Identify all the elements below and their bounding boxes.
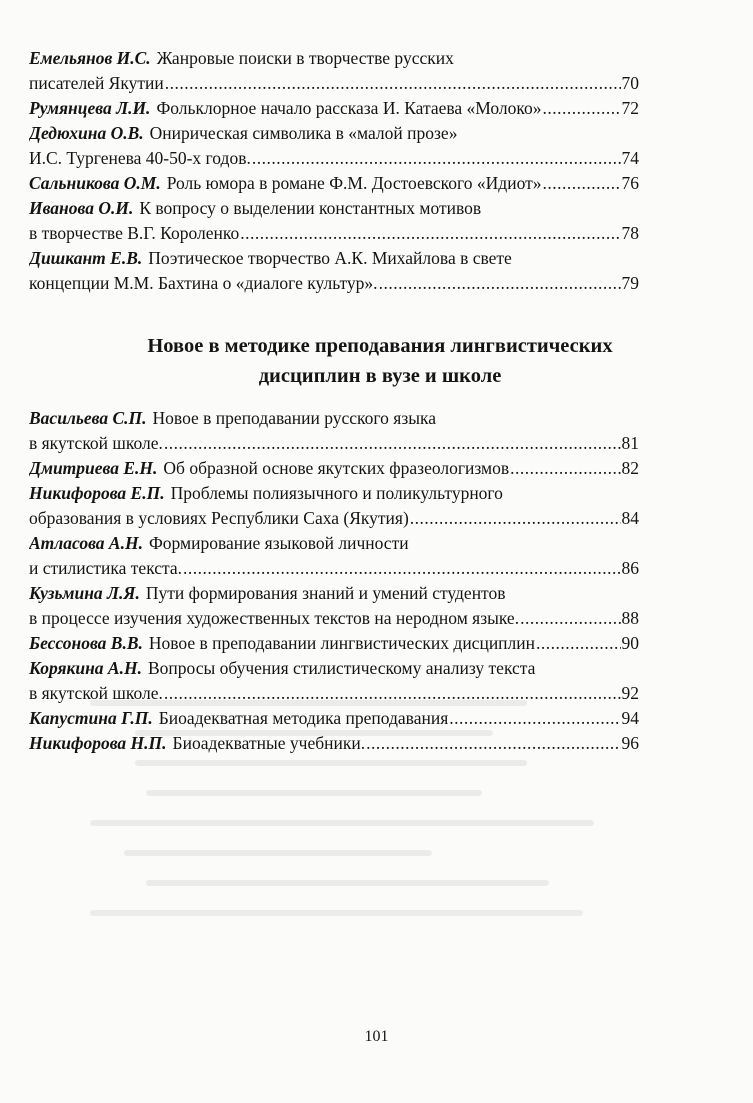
toc-entry[interactable] [29, 96, 639, 121]
entry-author: Дишкант Е.В. [29, 248, 143, 268]
entry-title: Биоадекватная методика преподавания [158, 708, 449, 728]
entry-author: Дмитриева Е.Н. [29, 458, 158, 478]
section-heading-line: дисциплин в вузе и школе [258, 365, 502, 387]
entry-title: Жанровые поиски в творчестве русских [156, 48, 454, 68]
entry-page: 81 [621, 433, 639, 453]
entry-title: Онирическая символика в «малой прозе» [149, 123, 458, 143]
toc-entry[interactable] [29, 706, 639, 731]
leader-dots [449, 706, 620, 731]
leader-dots [164, 431, 621, 456]
entry-page: 92 [621, 683, 639, 703]
entry-author: Васильева С.П. [29, 408, 147, 428]
toc-entry[interactable] [29, 456, 639, 481]
entry-page: 74 [621, 148, 639, 168]
entry-title: Новое в преподавании русского языка [152, 408, 437, 428]
toc-section-methodology [29, 406, 639, 756]
leader-dots [366, 731, 620, 756]
toc-entry[interactable] [29, 656, 639, 706]
toc-entry[interactable] [29, 406, 639, 456]
entry-title: Роль юмора в романе Ф.М. Достоевского «Идиот» [166, 173, 542, 193]
toc-entry[interactable] [29, 171, 639, 196]
leader-dots [252, 146, 621, 171]
entry-title-cont: концепции М.М. Бахтина о «диалоге культур». [29, 273, 378, 293]
entry-author: Сальникова О.М. [29, 173, 161, 193]
leader-dots [410, 506, 621, 531]
leader-dots [183, 556, 620, 581]
entry-author: Кузьмина Л.Я. [29, 583, 140, 603]
entry-page: 86 [621, 558, 639, 578]
entry-title-cont: и стилистика текста. [29, 558, 183, 578]
toc-entry[interactable] [29, 531, 639, 581]
entry-title-cont: в творчестве В.Г. Короленко [29, 223, 240, 243]
entry-title-cont: писателей Якутии [29, 73, 164, 93]
entry-title-cont: И.С. Тургенева 40-50-х годов. [29, 148, 251, 168]
entry-page: 78 [621, 223, 639, 243]
entry-title: Вопросы обучения стилистическому анализу текста [147, 658, 536, 678]
toc-section-literature [29, 46, 639, 296]
leader-dots [520, 606, 620, 631]
entry-title: Поэтическое творчество А.К. Михайлова в свете [148, 248, 512, 268]
entry-page: 88 [621, 608, 639, 628]
toc-entry[interactable] [29, 246, 639, 296]
entry-title: Проблемы полиязычного и поликультурного [170, 483, 503, 503]
entry-page: 79 [621, 273, 639, 293]
entry-author: Дедюхина О.В. [29, 123, 144, 143]
entry-page: 84 [621, 508, 639, 528]
section-heading [40, 331, 720, 391]
entry-author: Корякина А.Н. [29, 658, 142, 678]
entry-author: Капустина Г.П. [29, 708, 153, 728]
entry-author: Емельянов И.С. [29, 48, 151, 68]
leader-dots [379, 271, 621, 296]
leader-dots [510, 456, 620, 481]
toc-entry[interactable] [29, 196, 639, 246]
entry-author: Бессонова В.В. [29, 633, 143, 653]
leader-dots [164, 681, 621, 706]
leader-dots [165, 71, 621, 96]
toc-entry[interactable] [29, 631, 639, 656]
entry-page: 94 [621, 708, 639, 728]
entry-page: 90 [621, 633, 639, 653]
leader-dots [542, 171, 620, 196]
section-heading-line: Новое в методике преподавания лингвистических [147, 335, 613, 357]
entry-author: Атласова А.Н. [29, 533, 143, 553]
entry-author: Румянцева Л.И. [29, 98, 151, 118]
leader-dots [240, 221, 620, 246]
entry-page: 76 [621, 173, 639, 193]
entry-title: Пути формирования знаний и умений студентов [145, 583, 506, 603]
entry-author: Никифорова Н.П. [29, 733, 167, 753]
entry-title-cont: в якутской школе. [29, 433, 163, 453]
entry-title: Об образной основе якутских фразеологизмов [163, 458, 510, 478]
entry-page: 70 [621, 73, 639, 93]
entry-page: 72 [621, 98, 639, 118]
entry-author: Никифорова Е.П. [29, 483, 165, 503]
entry-title: Новое в преподавании лингвистических дисциплин [148, 633, 536, 653]
entry-author: Иванова О.И. [29, 198, 134, 218]
entry-title: Биоадекватные учебники. [172, 733, 366, 753]
toc-entry[interactable] [29, 46, 639, 96]
toc-entry[interactable] [29, 481, 639, 531]
entry-title: Формирование языковой личности [148, 533, 409, 553]
entry-page: 82 [621, 458, 639, 478]
page-number: 101 [364, 1028, 389, 1045]
toc-entry[interactable] [29, 731, 639, 756]
entry-page: 96 [621, 733, 639, 753]
entry-title-cont: в якутской школе. [29, 683, 163, 703]
leader-dots [543, 96, 621, 121]
entry-title-cont: образования в условиях Республики Саха (Якутия) [29, 508, 409, 528]
entry-title-cont: в процессе изучения художественных текстов на неродном языке. [29, 608, 520, 628]
entry-title: К вопросу о выделении константных мотивов [139, 198, 482, 218]
toc-entry[interactable] [29, 121, 639, 171]
entry-title: Фольклорное начало рассказа И. Катаева «Молоко» [156, 98, 542, 118]
toc-entry[interactable] [29, 581, 639, 631]
leader-dots [536, 631, 620, 656]
